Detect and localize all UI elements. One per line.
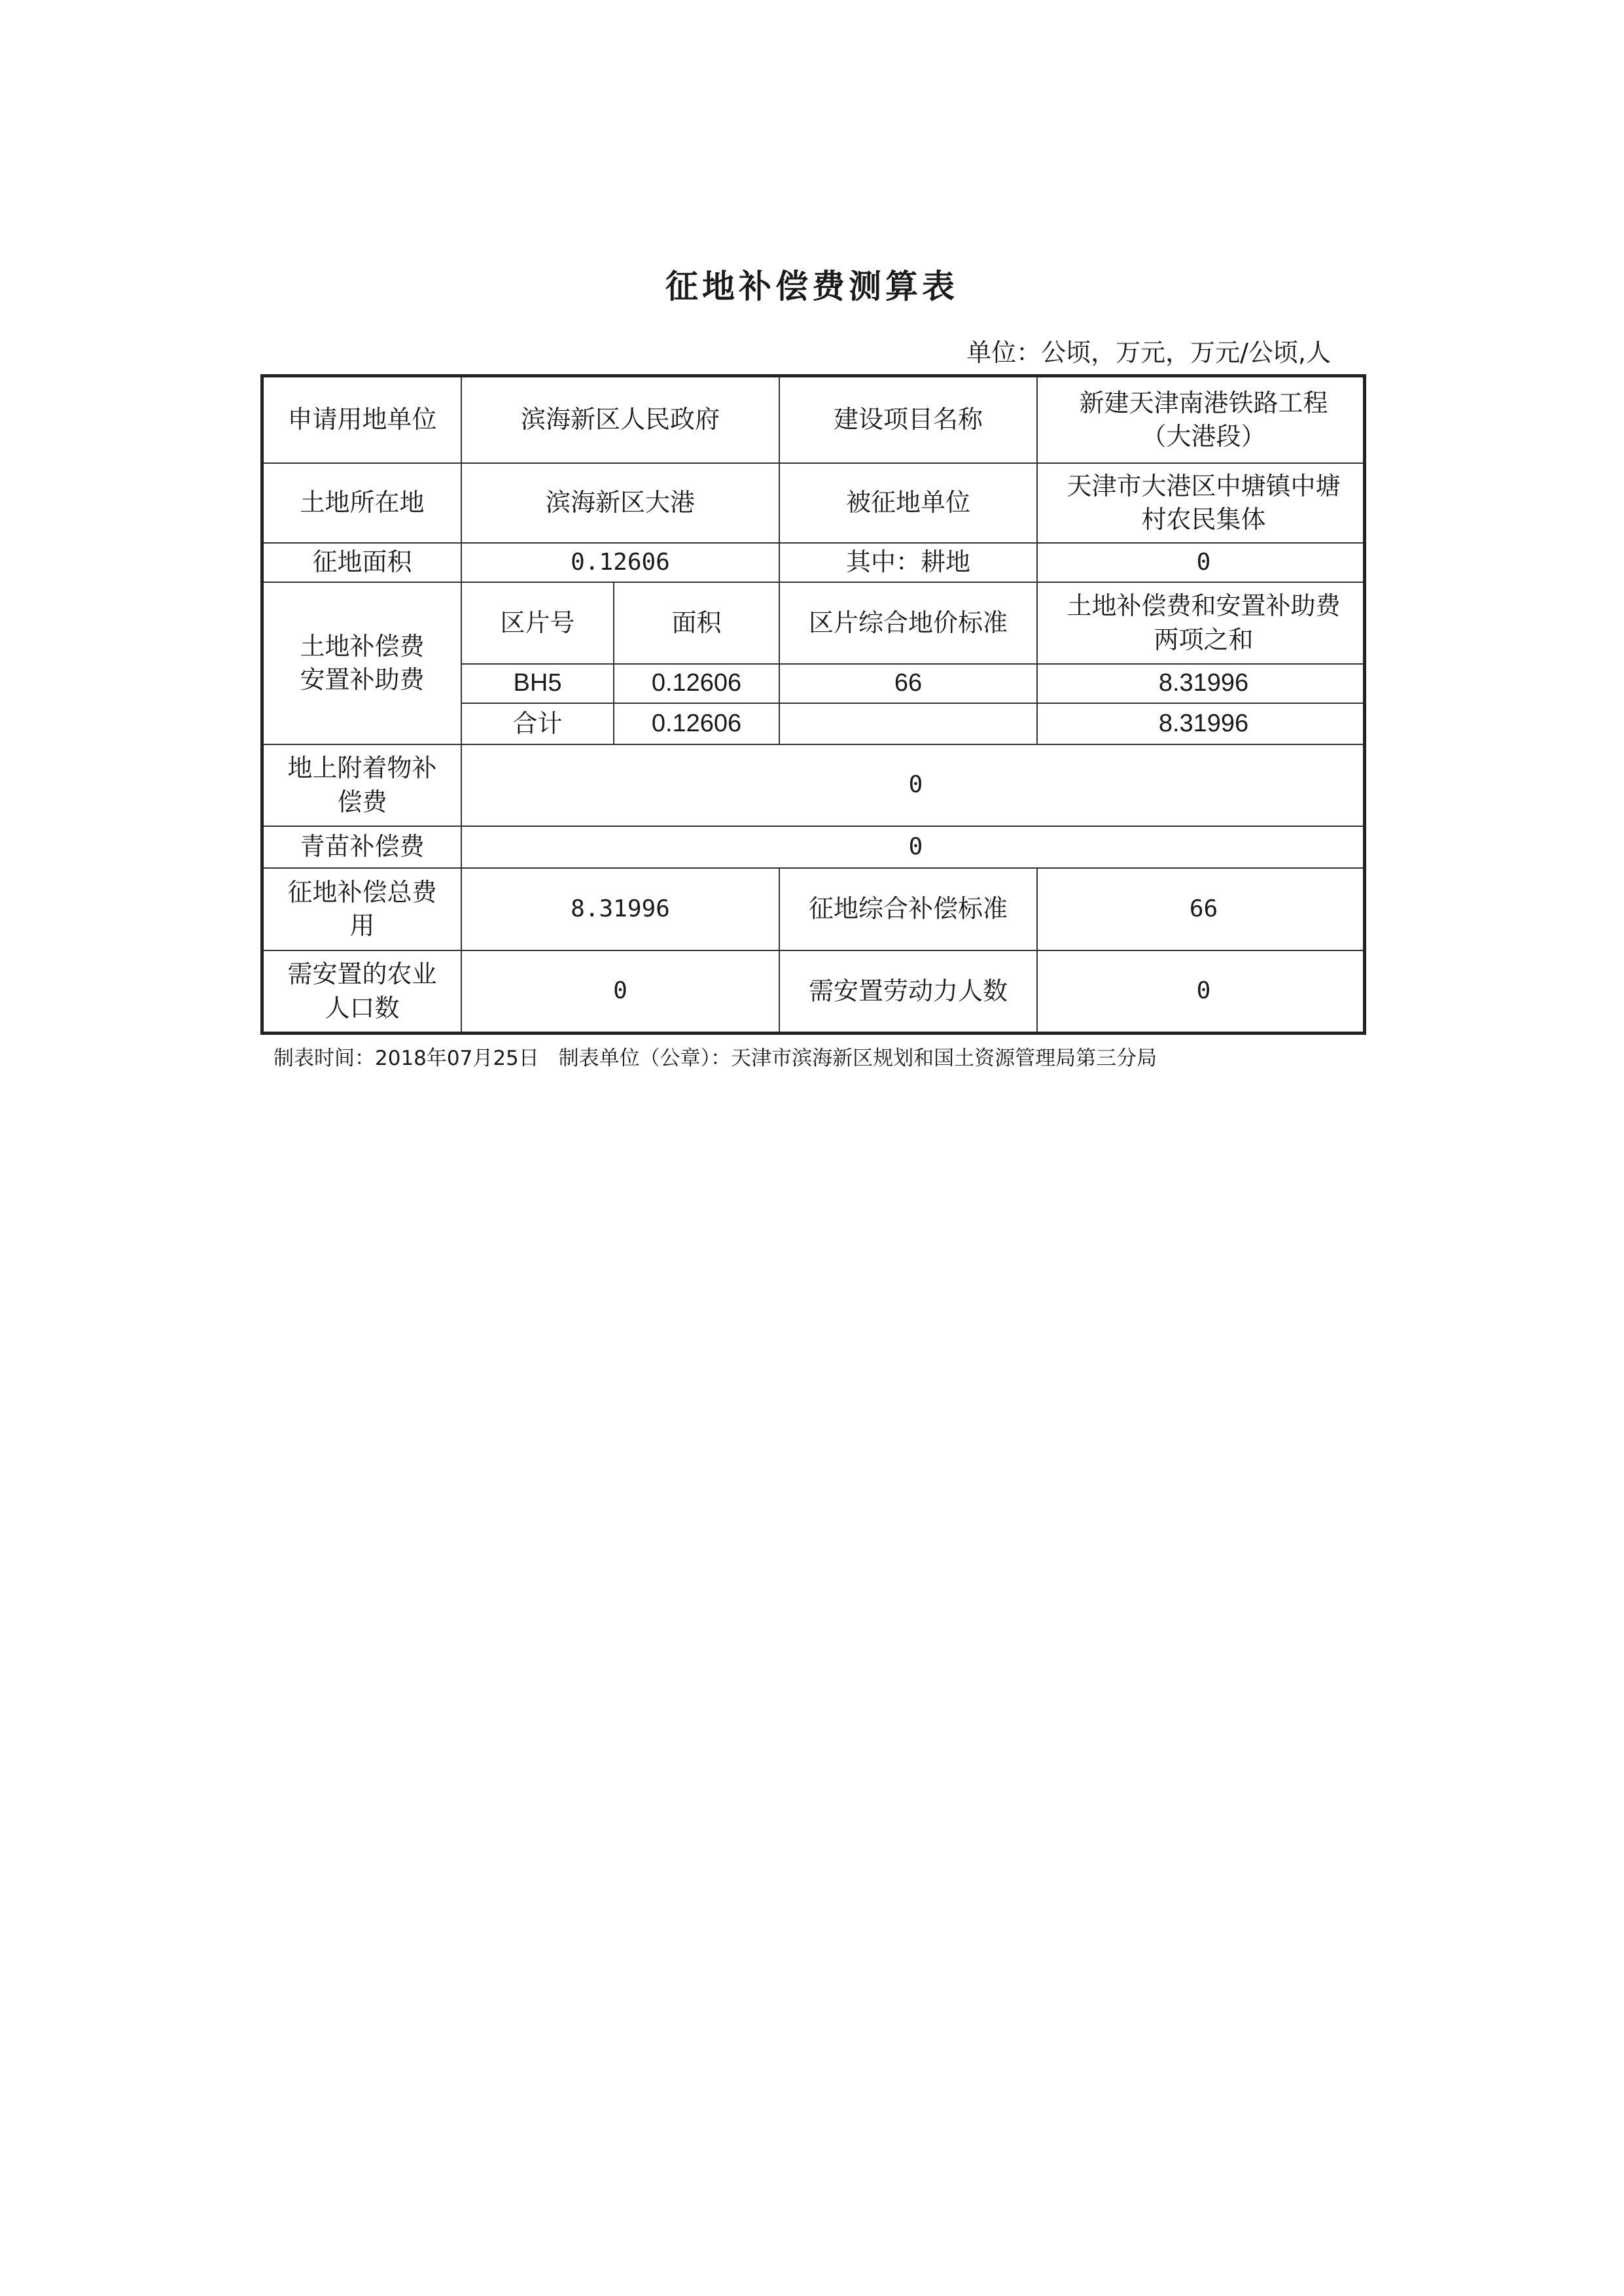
col-zone-header: 区片号: [461, 582, 614, 664]
area-value: 0.12606: [461, 543, 779, 582]
col-sum-header-line2: 两项之和: [1154, 625, 1254, 654]
farmland-label: 其中：耕地: [779, 543, 1037, 582]
standard-label: 征地综合补偿标准: [779, 868, 1037, 950]
total-row-sum: 8.31996: [1037, 703, 1366, 744]
crops-value: 0: [461, 826, 1366, 868]
expropriated-unit-label: 被征地单位: [779, 463, 1037, 543]
attachments-value: 0: [461, 744, 1366, 826]
col-sum-header-line1: 土地补偿费和安置补助费: [1067, 591, 1341, 621]
footer-date: 制表时间：2018年07月25日: [274, 1047, 539, 1070]
compensation-label-line1: 土地补偿费: [300, 631, 425, 661]
expropriated-unit-line1: 天津市大港区中塘镇中塘: [1067, 471, 1341, 500]
labor-value: 0: [1037, 950, 1366, 1032]
farm-population-value: 0: [461, 950, 779, 1032]
table-row: [264, 868, 1366, 950]
col-sum-header: [1037, 582, 1366, 664]
location-value: 滨海新区大港: [461, 463, 779, 543]
table-row: [264, 543, 1366, 582]
table-row: [264, 744, 1366, 826]
compensation-label-line2: 安置补助费: [300, 665, 425, 694]
zone-sum-cell: 8.31996: [1037, 664, 1366, 703]
zone-area-cell: 0.12606: [614, 664, 779, 703]
project-value-line2: （大港段）: [1141, 422, 1266, 451]
attachments-label-line2: 偿费: [337, 787, 387, 816]
attachments-label-line1: 地上附着物补: [287, 754, 437, 783]
col-price-header: 区片综合地价标准: [779, 582, 1037, 664]
project-label: 建设项目名称: [779, 377, 1037, 463]
total-fee-label: [264, 868, 461, 950]
crops-label: 青苗补偿费: [264, 826, 461, 868]
footer-note: [274, 1041, 1170, 1071]
project-value-line1: 新建天津南港铁路工程: [1079, 388, 1328, 417]
area-label: 征地面积: [264, 543, 461, 582]
total-fee-value: 8.31996: [461, 868, 779, 950]
expropriated-unit-line2: 村农民集体: [1141, 505, 1266, 534]
farm-population-label-line1: 需安置的农业: [287, 960, 437, 989]
labor-label: 需安置劳动力人数: [779, 950, 1037, 1032]
project-value: [1037, 377, 1366, 463]
table-row: [264, 826, 1366, 868]
unit-note: 单位：公顷，万元，万元/公顷,人: [966, 338, 1331, 367]
total-fee-label-line1: 征地补偿总费: [287, 877, 437, 907]
farmland-value: 0: [1037, 543, 1366, 582]
total-fee-label-line2: 用: [349, 911, 375, 940]
table-row: [264, 377, 1366, 463]
total-row-area: 0.12606: [614, 703, 779, 744]
expropriated-unit-value: [1037, 463, 1366, 543]
total-row-label: 合计: [461, 703, 614, 744]
applicant-label: 申请用地单位: [264, 377, 461, 463]
compensation-label: [264, 582, 461, 744]
col-area-header: 面积: [614, 582, 779, 664]
document-title: 征地补偿费测算表: [665, 268, 959, 305]
location-label: 土地所在地: [264, 463, 461, 543]
compensation-table: [260, 374, 1366, 1035]
farm-population-label-line2: 人口数: [325, 993, 400, 1022]
table-row: [264, 582, 1366, 664]
footer-unit: 制表单位（公章）：天津市滨海新区规划和国土资源管理局第三分局: [558, 1047, 1157, 1070]
zone-cell: BH5: [461, 664, 614, 703]
attachments-label: [264, 744, 461, 826]
applicant-value: 滨海新区人民政府: [461, 377, 779, 463]
total-row-price: [779, 703, 1037, 744]
zone-price-cell: 66: [779, 664, 1037, 703]
farm-population-label: [264, 950, 461, 1032]
table-row: [264, 463, 1366, 543]
table-row: [264, 950, 1366, 1032]
standard-value: 66: [1037, 868, 1366, 950]
